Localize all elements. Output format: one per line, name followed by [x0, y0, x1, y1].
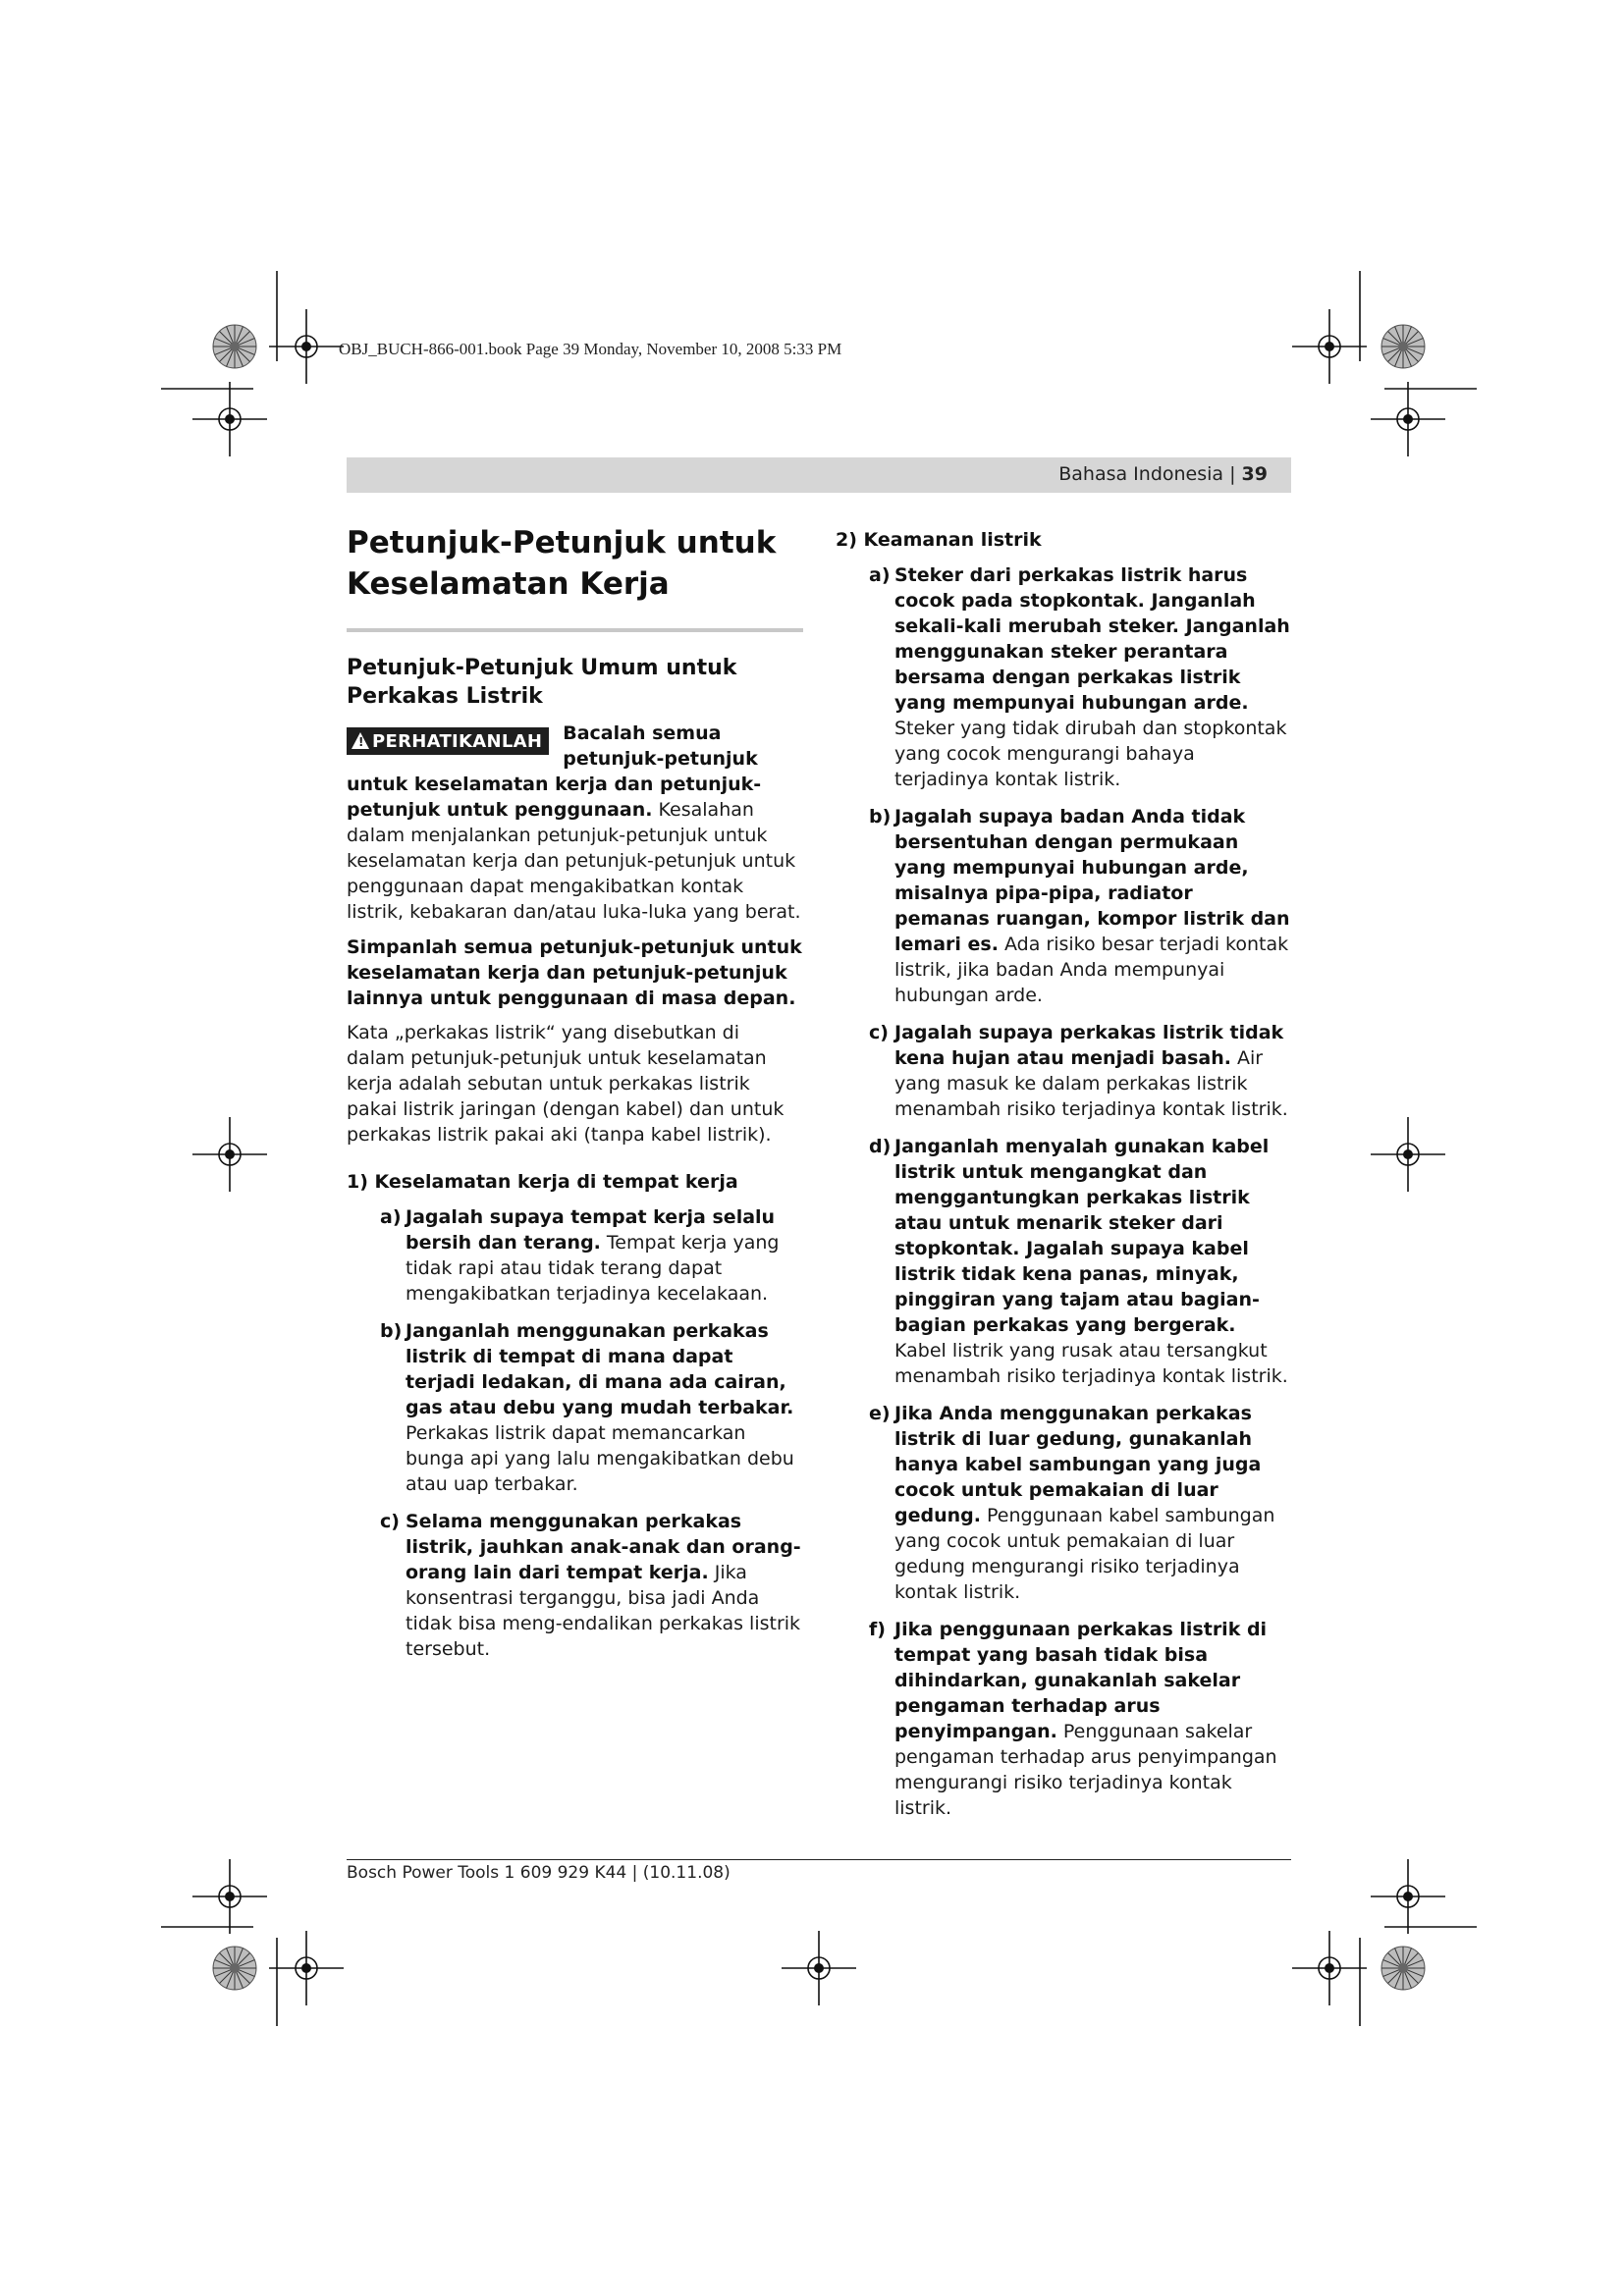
warning-badge-label: PERHATIKANLAH	[372, 731, 543, 752]
list-item	[836, 1134, 1292, 1389]
print-slug: OBJ_BUCH-866-001.book Page 39 Monday, November 10, 2008 5:33 PM	[339, 340, 842, 358]
item-text: Steker yang tidak dirubah dan stopkontak yang cocok mengurangi bahaya terjadinya kontak listrik.	[894, 718, 1287, 790]
item-text: Penggunaan sakelar pengaman terhadap arus penyimpangan mengurangi risiko terjadinya kontak listrik.	[894, 1721, 1277, 1819]
warning-text: Kesalahan dalam menjalankan petunjuk-petunjuk untuk keselamatan kerja dan petunjuk-petunjuk untuk penggunaan dapat mengakibatkan kontak listrik, kebakaran dan/atau luka-luka yang berat.	[347, 799, 801, 923]
list-item	[836, 562, 1292, 792]
page-footer: Bosch Power Tools 1 609 929 K44 | (10.11.08)	[347, 1863, 731, 1883]
warning-bold-text: Bacalah semua petunjuk-petunjuk untuk keselamatan kerja dan petunjuk-petunjuk untuk penggunaan.	[347, 722, 762, 821]
running-header-text	[1058, 463, 1268, 485]
item-label: a)	[380, 1206, 402, 1228]
keep-instructions: Simpanlah semua petunjuk-petunjuk untuk keselamatan kerja dan petunjuk-petunjuk lainnya untuk penggunaan di masa depan.	[347, 936, 802, 1009]
item-label: b)	[380, 1320, 403, 1342]
list-item	[347, 1204, 803, 1307]
section-1-heading: 1) Keselamatan kerja di tempat kerja	[347, 1171, 738, 1193]
item-label: a)	[869, 564, 891, 586]
header-separator: |	[1223, 463, 1242, 485]
page-number: 39	[1241, 463, 1268, 485]
running-header	[347, 457, 1291, 493]
item-bold-text: Jagalah supaya perkakas listrik tidak kena hujan atau menjadi basah.	[894, 1022, 1284, 1069]
item-bold-text: Selama menggunakan perkakas listrik, jauhkan anak-anak dan orang-orang lain dari tempat kerja.	[406, 1511, 801, 1583]
item-label: e)	[869, 1403, 891, 1424]
item-bold-text: Janganlah menggunakan perkakas listrik di tempat di mana dapat terjadi ledakan, di mana ada cairan, gas atau debu yang mudah terbakar.	[406, 1320, 794, 1418]
item-text: Kabel listrik yang rusak atau tersangkut menambah risiko terjadinya kontak listrik.	[894, 1340, 1288, 1387]
item-text: Tempat kerja yang tidak rapi atau tidak terang dapat mengakibatkan terjadinya kecelakaan.	[406, 1232, 780, 1305]
item-text: Jika konsentrasi terganggu, bisa jadi Anda tidak bisa meng-endalikan perkakas listrik tersebut.	[406, 1562, 801, 1660]
list-item	[836, 804, 1292, 1008]
warning-badge	[347, 727, 549, 755]
item-label: d)	[869, 1136, 892, 1157]
list-item	[836, 1617, 1292, 1821]
item-bold-text: Jagalah supaya badan Anda tidak bersentuhan dengan permukaan yang mempunyai hubungan arde, misalnya pipa-pipa, radiator pemanas ruangan, kompor listrik dan lemari es.	[894, 806, 1290, 955]
list-item	[347, 1509, 803, 1662]
left-column	[347, 522, 803, 1674]
item-text: Perkakas listrik dapat memancarkan bunga api yang lalu mengakibatkan debu atau uap terbakar.	[406, 1422, 794, 1495]
warning-triangle-icon: !	[352, 732, 369, 749]
item-label: b)	[869, 806, 892, 828]
list-item	[836, 1020, 1292, 1122]
item-bold-text: Jika Anda menggunakan perkakas listrik di luar gedung, gunakanlah hanya kabel sambungan yang juga cocok untuk pemakaian di luar gedung.	[894, 1403, 1262, 1526]
item-label: c)	[869, 1022, 889, 1043]
section-2-heading: 2) Keamanan listrik	[836, 529, 1042, 551]
footer-divider	[347, 1859, 1291, 1860]
item-text: Penggunaan kabel sambungan yang cocok untuk pemakaian di luar gedung mengurangi risiko terjadinya kontak listrik.	[894, 1505, 1275, 1603]
item-bold-text: Jika penggunaan perkakas listrik di tempat yang basah tidak bisa dihindarkan, gunakanlah sakelar pengaman terhadap arus penyimpangan.	[894, 1619, 1268, 1742]
page-title: Petunjuk-Petunjuk untuk Keselamatan Kerja	[347, 525, 777, 602]
item-bold-text: Janganlah menyalah gunakan kabel listrik untuk mengangkat dan menggantungkan perkakas listrik atau untuk menarik steker dari stopkontak. Jagalah supaya kabel listrik tidak kena panas, minyak, pinggiran yang tajam atau bagian-bagian perkakas yang bergerak.	[894, 1136, 1270, 1336]
item-label: c)	[380, 1511, 400, 1532]
list-item	[347, 1318, 803, 1497]
title-divider	[347, 628, 803, 632]
item-bold-text: Jagalah supaya tempat kerja selalu bersih dan terang.	[406, 1206, 776, 1254]
definition-paragraph: Kata „perkakas listrik“ yang disebutkan di dalam petunjuk-petunjuk untuk keselamatan kerja adalah sebutan untuk perkakas listrik pakai listrik jaringan (dengan kabel) dan untuk perkakas listrik pakai aki (tanpa kabel listrik).	[347, 1022, 785, 1146]
item-text: Air yang masuk ke dalam perkakas listrik menambah risiko terjadinya kontak listrik.	[894, 1047, 1288, 1120]
list-item	[836, 1401, 1292, 1605]
item-text: Ada risiko besar terjadi kontak listrik, jika badan Anda mempunyai hubungan arde.	[894, 934, 1289, 1006]
warning-paragraph	[347, 721, 803, 925]
item-bold-text: Steker dari perkakas listrik harus cocok pada stopkontak. Janganlah sekali-kali merubah steker. Janganlah menggunakan steker perantara bersama dengan perkakas listrik yang mempunyai hubungan arde.	[894, 564, 1290, 714]
item-label: f)	[869, 1619, 886, 1640]
header-language: Bahasa Indonesia	[1058, 463, 1224, 485]
right-column	[836, 527, 1292, 1833]
section-title: Petunjuk-Petunjuk Umum untuk Perkakas Listrik	[347, 656, 737, 709]
